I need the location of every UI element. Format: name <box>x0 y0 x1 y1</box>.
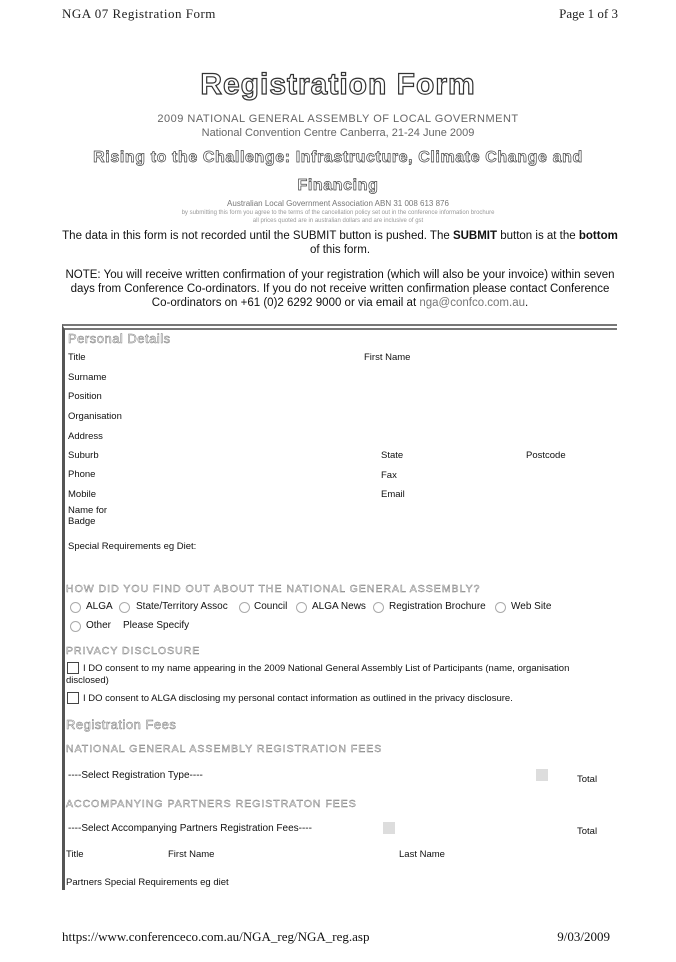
label-suburb: Suburb <box>68 450 99 461</box>
confirmation-note: NOTE: You will receive written confirmation of your registration (which will also be your invoice) within seven days from Conference Co-ordinators. If you do not receive written confirmation please contact Conference Co-ordinators on +61 (0)2 6292 9000 or via email at nga@confco.com.au. <box>65 269 615 309</box>
label-partner-last-name: Last Name <box>399 849 445 860</box>
checkbox-consent-contact-info[interactable] <box>67 692 79 704</box>
section-registration-fees: Registration Fees <box>66 717 177 732</box>
event-name: 2009 NATIONAL GENERAL ASSEMBLY OF LOCAL GOVERNMENT <box>157 113 519 125</box>
organisation-line: Australian Local Government Association ABN 31 008 613 876 <box>227 199 449 208</box>
label-partner-title: Title <box>66 849 84 860</box>
option-alga: ALGA <box>86 601 113 612</box>
radio-state-territory-assoc[interactable] <box>119 602 130 613</box>
radio-council[interactable] <box>239 602 250 613</box>
label-address: Address <box>68 431 103 442</box>
radio-registration-brochure[interactable] <box>373 602 384 613</box>
select-registration-type[interactable]: ----Select Registration Type---- <box>68 770 203 781</box>
form-title: Registration Form <box>200 68 476 101</box>
section-how-did-you-find-out: HOW DID YOU FIND OUT ABOUT THE NATIONAL GENERAL ASSEMBLY? <box>66 583 481 595</box>
label-phone: Phone <box>68 469 96 480</box>
label-surname: Surname <box>68 372 107 383</box>
label-partner-first-name: First Name <box>168 849 215 860</box>
section-partners-registration-fees: ACCOMPANYING PARTNERS REGISTRATON FEES <box>66 798 357 810</box>
label-mobile: Mobile <box>68 489 96 500</box>
option-registration-brochure: Registration Brochure <box>389 601 486 612</box>
section-privacy-disclosure: PRIVACY DISCLOSURE <box>66 645 201 657</box>
label-partner-special-requirements: Partners Special Requirements eg diet <box>66 877 229 888</box>
partners-fees-dropdown-arrow[interactable] <box>383 822 395 834</box>
label-email: Email <box>381 489 405 500</box>
option-council: Council <box>254 601 288 612</box>
select-partners-registration-fees[interactable]: ----Select Accompanying Partners Registration Fees---- <box>68 823 312 834</box>
section-nga-registration-fees: NATIONAL GENERAL ASSEMBLY REGISTRATION FEES <box>66 743 383 755</box>
consent-contact-info-text: I DO consent to ALGA disclosing my personal contact information as outlined in the privacy disclosure. <box>83 693 513 704</box>
page-url: https://www.conferenceco.com.au/NGA_reg/NGA_reg.asp <box>62 929 370 944</box>
submit-notice: The data in this form is not recorded until the SUBMIT button is pushed. The SUBMIT button is at the bottom of this form. <box>62 230 618 256</box>
option-alga-news: ALGA News <box>312 601 366 612</box>
label-badge: Badge <box>68 516 96 527</box>
label-postcode: Postcode <box>526 450 566 461</box>
page-header-title: NGA 07 Registration Form <box>62 6 216 21</box>
fine-print-2: all prices quoted are in australian dollars and are inclusive of gst <box>252 218 424 224</box>
label-title: Title <box>68 352 86 363</box>
contact-email-link[interactable]: nga@confco.com.au <box>419 297 525 309</box>
radio-alga[interactable] <box>70 602 81 613</box>
theme-line-1: Rising to the Challenge: Infrastructure, Climate Change and <box>93 149 583 166</box>
theme-line-2: Financing <box>297 177 379 194</box>
section-personal-details: Personal Details <box>68 331 171 346</box>
option-other: Other <box>86 620 112 631</box>
page-number: Page 1 of 3 <box>559 6 618 21</box>
label-special-requirements: Special Requirements eg Diet: <box>68 541 197 552</box>
label-name-for: Name for <box>68 505 108 516</box>
option-state-territory-assoc: State/Territory Assoc <box>136 601 228 612</box>
print-date: 9/03/2009 <box>557 929 610 944</box>
radio-other[interactable] <box>70 621 81 632</box>
radio-web-site[interactable] <box>495 602 506 613</box>
label-position: Position <box>68 391 102 402</box>
fine-print-1: by submitting this form you agree to the terms of the cancellation policy set out in the conference information brochure <box>181 210 495 216</box>
label-total-partners: Total <box>577 826 598 837</box>
consent-list-participants-text-cont: disclosed) <box>66 675 109 686</box>
label-please-specify: Please Specify <box>123 620 190 631</box>
label-fax: Fax <box>381 470 397 481</box>
registration-type-dropdown-arrow[interactable] <box>536 769 548 781</box>
radio-alga-news[interactable] <box>296 602 307 613</box>
option-web-site: Web Site <box>511 601 552 612</box>
consent-list-participants-text: I DO consent to my name appearing in the 2009 National General Assembly List of Participants (name, organisation <box>83 663 570 674</box>
label-state: State <box>381 450 404 461</box>
event-venue: National Convention Centre Canberra, 21-24 June 2009 <box>201 127 475 139</box>
label-first-name: First Name <box>364 352 411 363</box>
checkbox-consent-list-participants[interactable] <box>67 662 79 674</box>
label-total-registration: Total <box>577 774 598 785</box>
label-organisation: Organisation <box>68 411 122 422</box>
